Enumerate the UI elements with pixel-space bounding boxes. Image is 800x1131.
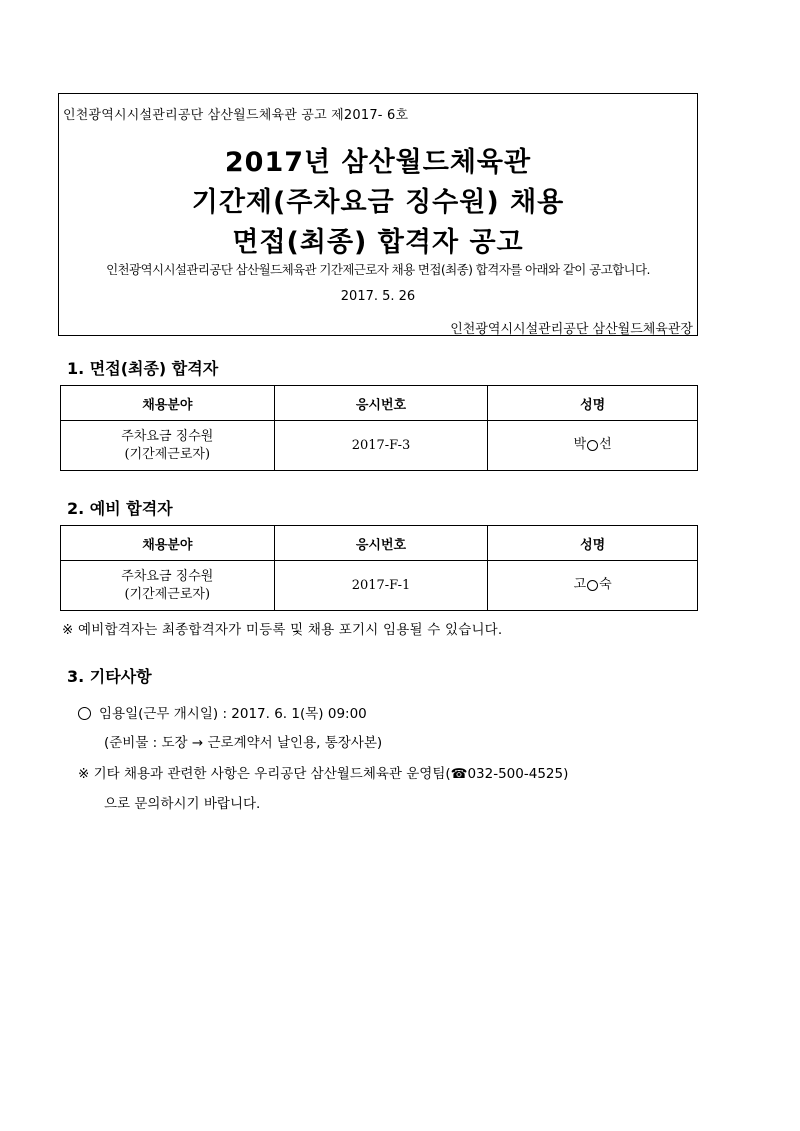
name-last-char: 숙	[599, 577, 612, 593]
column-header-name: 성명	[488, 526, 698, 561]
inquiry-item-continued: 으로 문의하시기 바랍니다.	[104, 796, 261, 812]
name-first-char: 고	[573, 577, 587, 593]
reserve-passers-table	[60, 525, 698, 611]
name-first-char: 박	[573, 437, 587, 453]
section-heading-other-matters: 3. 기타사항	[67, 667, 152, 686]
column-header-field: 채용분야	[61, 386, 275, 421]
field-line-2: (기간제근로자)	[124, 586, 211, 602]
section-heading-final-passers: 1. 면접(최종) 합격자	[67, 359, 219, 378]
name-last-char: 선	[599, 437, 612, 453]
masked-character-circle-icon	[587, 440, 598, 451]
name-cell	[488, 421, 698, 471]
notice-title-line-2: 기간제(주차요금 징수원) 채용	[191, 187, 565, 218]
field-line-2: (기간제근로자)	[124, 446, 211, 462]
table-row	[61, 421, 698, 471]
exam-number-cell: 2017-F-1	[274, 561, 488, 611]
table-header-row	[61, 526, 698, 561]
masked-character-circle-icon	[587, 580, 598, 591]
notice-number: 인천광역시시설관리공단 삼산월드체육관 공고 제2017- 6호	[63, 108, 409, 123]
notice-issuer: 인천광역시시설관리공단 삼산월드체육관장	[450, 322, 693, 337]
notice-description: 인천광역시시설관리공단 삼산월드체육관 기간제근로자 채용 면접(최종) 합격자를 아래와 같이 공고합니다.	[106, 262, 650, 277]
appointment-date-text: 임용일(근무 개시일) : 2017. 6. 1(목) 09:00	[99, 706, 367, 722]
column-header-name: 성명	[488, 386, 698, 421]
field-line-1: 주차요금 징수원	[121, 428, 214, 444]
field-cell	[61, 561, 275, 611]
final-passers-table	[60, 385, 698, 471]
table-row	[61, 561, 698, 611]
name-cell	[488, 561, 698, 611]
supplies-item: (준비물 : 도장 → 근로계약서 날인용, 통장사본)	[104, 735, 383, 751]
notice-header-box	[58, 93, 698, 336]
column-header-exam-number: 응시번호	[274, 526, 488, 561]
column-header-exam-number: 응시번호	[274, 386, 488, 421]
notice-date: 2017. 5. 26	[340, 289, 416, 304]
column-header-field: 채용분야	[61, 526, 275, 561]
field-line-1: 주차요금 징수원	[121, 568, 214, 584]
reserve-note: ※ 예비합격자는 최종합격자가 미등록 및 채용 포기시 임용될 수 있습니다.	[62, 622, 503, 638]
inquiry-item: ※ 기타 채용과 관련한 사항은 우리공단 삼산월드체육관 운영팀(☎032-500-4525)	[78, 766, 569, 782]
field-cell	[61, 421, 275, 471]
notice-title-line-1: 2017년 삼산월드체육관	[224, 147, 532, 178]
table-header-row	[61, 386, 698, 421]
notice-title-line-3: 면접(최종) 합격자 공고	[232, 227, 524, 258]
exam-number-cell: 2017-F-3	[274, 421, 488, 471]
bullet-circle-icon	[78, 707, 91, 720]
appointment-date-item	[78, 702, 367, 722]
section-heading-reserve-passers: 2. 예비 합격자	[67, 499, 173, 518]
